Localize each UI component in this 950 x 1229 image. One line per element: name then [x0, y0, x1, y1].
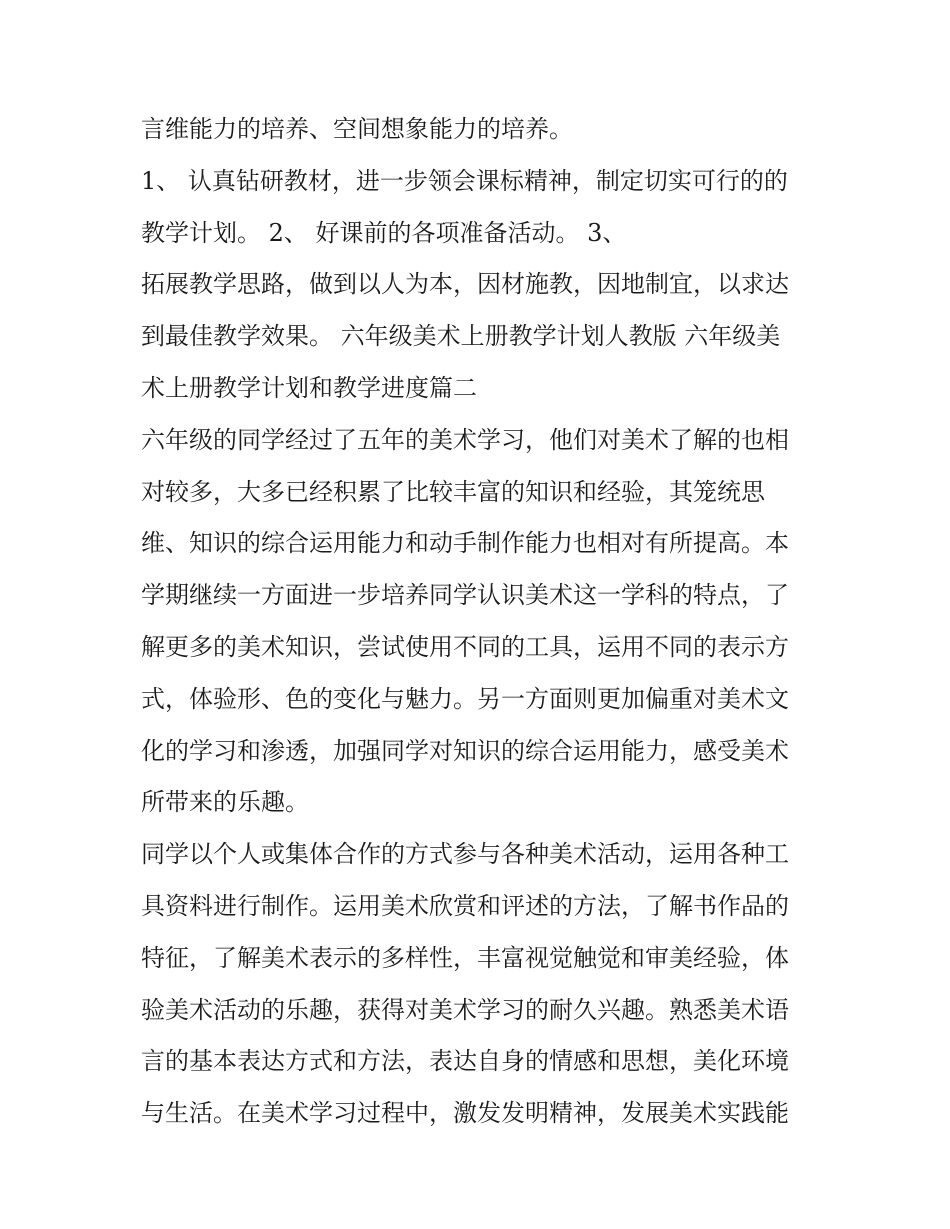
text-line: 所带来的乐趣。	[141, 788, 309, 817]
text-line: 特征，了解美术表示的多样性，丰富视觉触觉和审美经验，体	[141, 943, 789, 972]
text-line: 同学以个人或集体合作的方式参与各种美术活动，运用各种工	[141, 840, 789, 869]
text-line: 六年级的同学经过了五年的美术学习，他们对美术了解的也相	[141, 425, 789, 454]
text-line: 与生活。在美术学习过程中，激发发明精神，发展美术实践能	[141, 1099, 789, 1128]
text-line: 解更多的美术知识，尝试使用不同的工具，运用不同的表示方	[141, 632, 789, 661]
text-line: 术上册教学计划和教学进度篇二	[141, 373, 477, 402]
text-line: 学期继续一方面进一步培养同学认识美术这一学科的特点，了	[141, 581, 789, 610]
text-line: 到最佳教学效果。 六年级美术上册教学计划人教版 六年级美	[141, 322, 781, 351]
text-line: 拓展教学思路，做到以人为本，因材施教，因地制宜，以求达	[141, 270, 789, 299]
text-line: 言维能力的培养、空间想象能力的培养。	[141, 115, 573, 143]
text-line: 言的基本表达方式和方法，表达自身的情感和思想，美化环境	[141, 1047, 789, 1076]
body-text	[141, 104, 821, 1140]
text-line: 对较多，大多已经积累了比较丰富的知识和经验，其笼统思	[141, 477, 765, 506]
text-line: 维、知识的综合运用能力和动手制作能力也相对有所提高。本	[141, 529, 789, 558]
text-line: 化的学习和渗透，加强同学对知识的综合运用能力，感受美术	[141, 736, 789, 765]
text-line: 教学计划。 2、 好课前的各项准备活动。 3、	[141, 218, 627, 247]
text-line: 1、 认真钻研教材，进一步领会课标精神，制定切实可行的的	[141, 166, 788, 195]
text-line: 具资料进行制作。运用美术欣赏和评述的方法，了解书作品的	[141, 891, 789, 920]
text-line: 验美术活动的乐趣，获得对美术学习的耐久兴趣。熟悉美术语	[141, 995, 789, 1024]
text-line: 式，体验形、色的变化与魅力。另一方面则更加偏重对美术文	[141, 684, 789, 713]
